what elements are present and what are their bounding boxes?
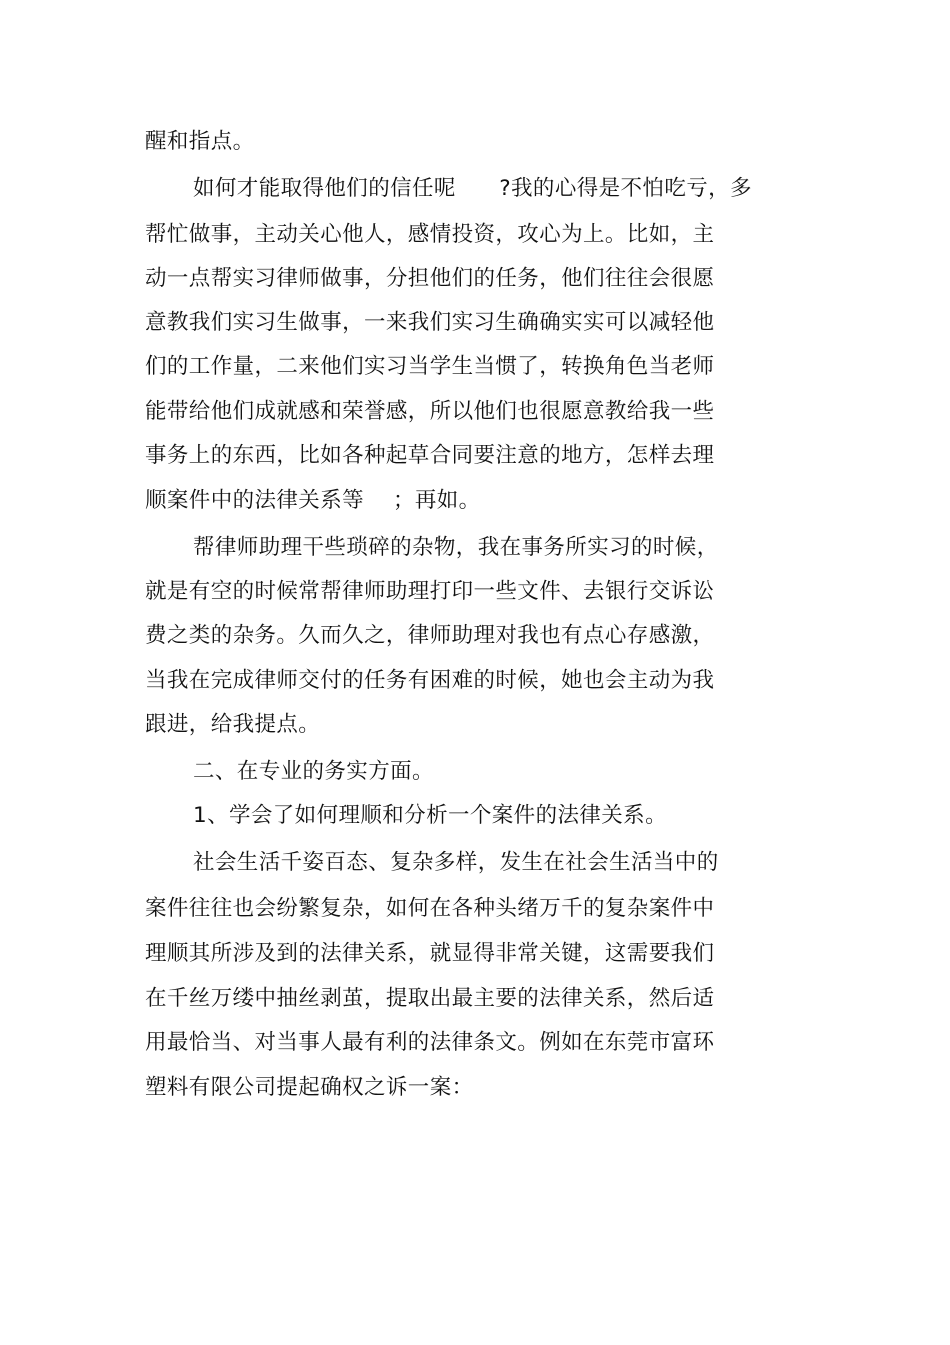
section-heading: 二、在专业的务实方面。 [193, 759, 434, 784]
text-line: 顺案件中的法律关系等 ；再如。 [145, 488, 481, 513]
text-line: 事务上的东西，比如各种起草合同要注意的地方，怎样去理 [145, 443, 715, 468]
text-line: 在千丝万缕中抽丝剥茧，提取出最主要的法律关系，然后适 [145, 986, 715, 1011]
text-line: 如何才能取得他们的信任呢 ?我的心得是不怕吃亏，多 [193, 176, 752, 201]
text-line: 当我在完成律师交付的任务有困难的时候，她也会主动为我 [145, 668, 715, 693]
subsection-heading: 1、学会了如何理顺和分析一个案件的法律关系。 [193, 803, 667, 828]
text-line: 用最恰当、对当事人最有利的法律条文。例如在东莞市富环 [145, 1030, 715, 1055]
text-line: 社会生活千姿百态、复杂多样，发生在社会生活当中的 [193, 850, 719, 875]
text-line: 帮忙做事，主动关心他人，感情投资，攻心为上。比如，主 [145, 222, 715, 247]
text-line: 理顺其所涉及到的法律关系，就显得非常关键，这需要我们 [145, 941, 715, 966]
text-line: 意教我们实习生做事，一来我们实习生确确实实可以减轻他 [145, 310, 715, 335]
text-line: 跟进，给我提点。 [145, 712, 321, 737]
text-line: 动一点帮实习律师做事，分担他们的任务，他们往往会很愿 [145, 266, 715, 291]
text-line: 们的工作量，二来他们实习当学生当惯了，转换角色当老师 [145, 354, 715, 379]
text-line: 帮律师助理干些琐碎的杂物，我在事务所实习的时候， [193, 535, 719, 560]
text-line: 能带给他们成就感和荣誉感，所以他们也很愿意教给我一些 [145, 399, 715, 424]
text-line: 案件往往也会纷繁复杂，如何在各种头绪万千的复杂案件中 [145, 896, 715, 921]
text-line: 费之类的杂务。久而久之，律师助理对我也有点心存感激， [145, 623, 715, 648]
text-line: 就是有空的时候常帮律师助理打印一些文件、去银行交诉讼 [145, 579, 715, 604]
text-line: 醒和指点。 [145, 129, 255, 154]
text-line: 塑料有限公司提起确权之诉一案： [145, 1075, 474, 1100]
